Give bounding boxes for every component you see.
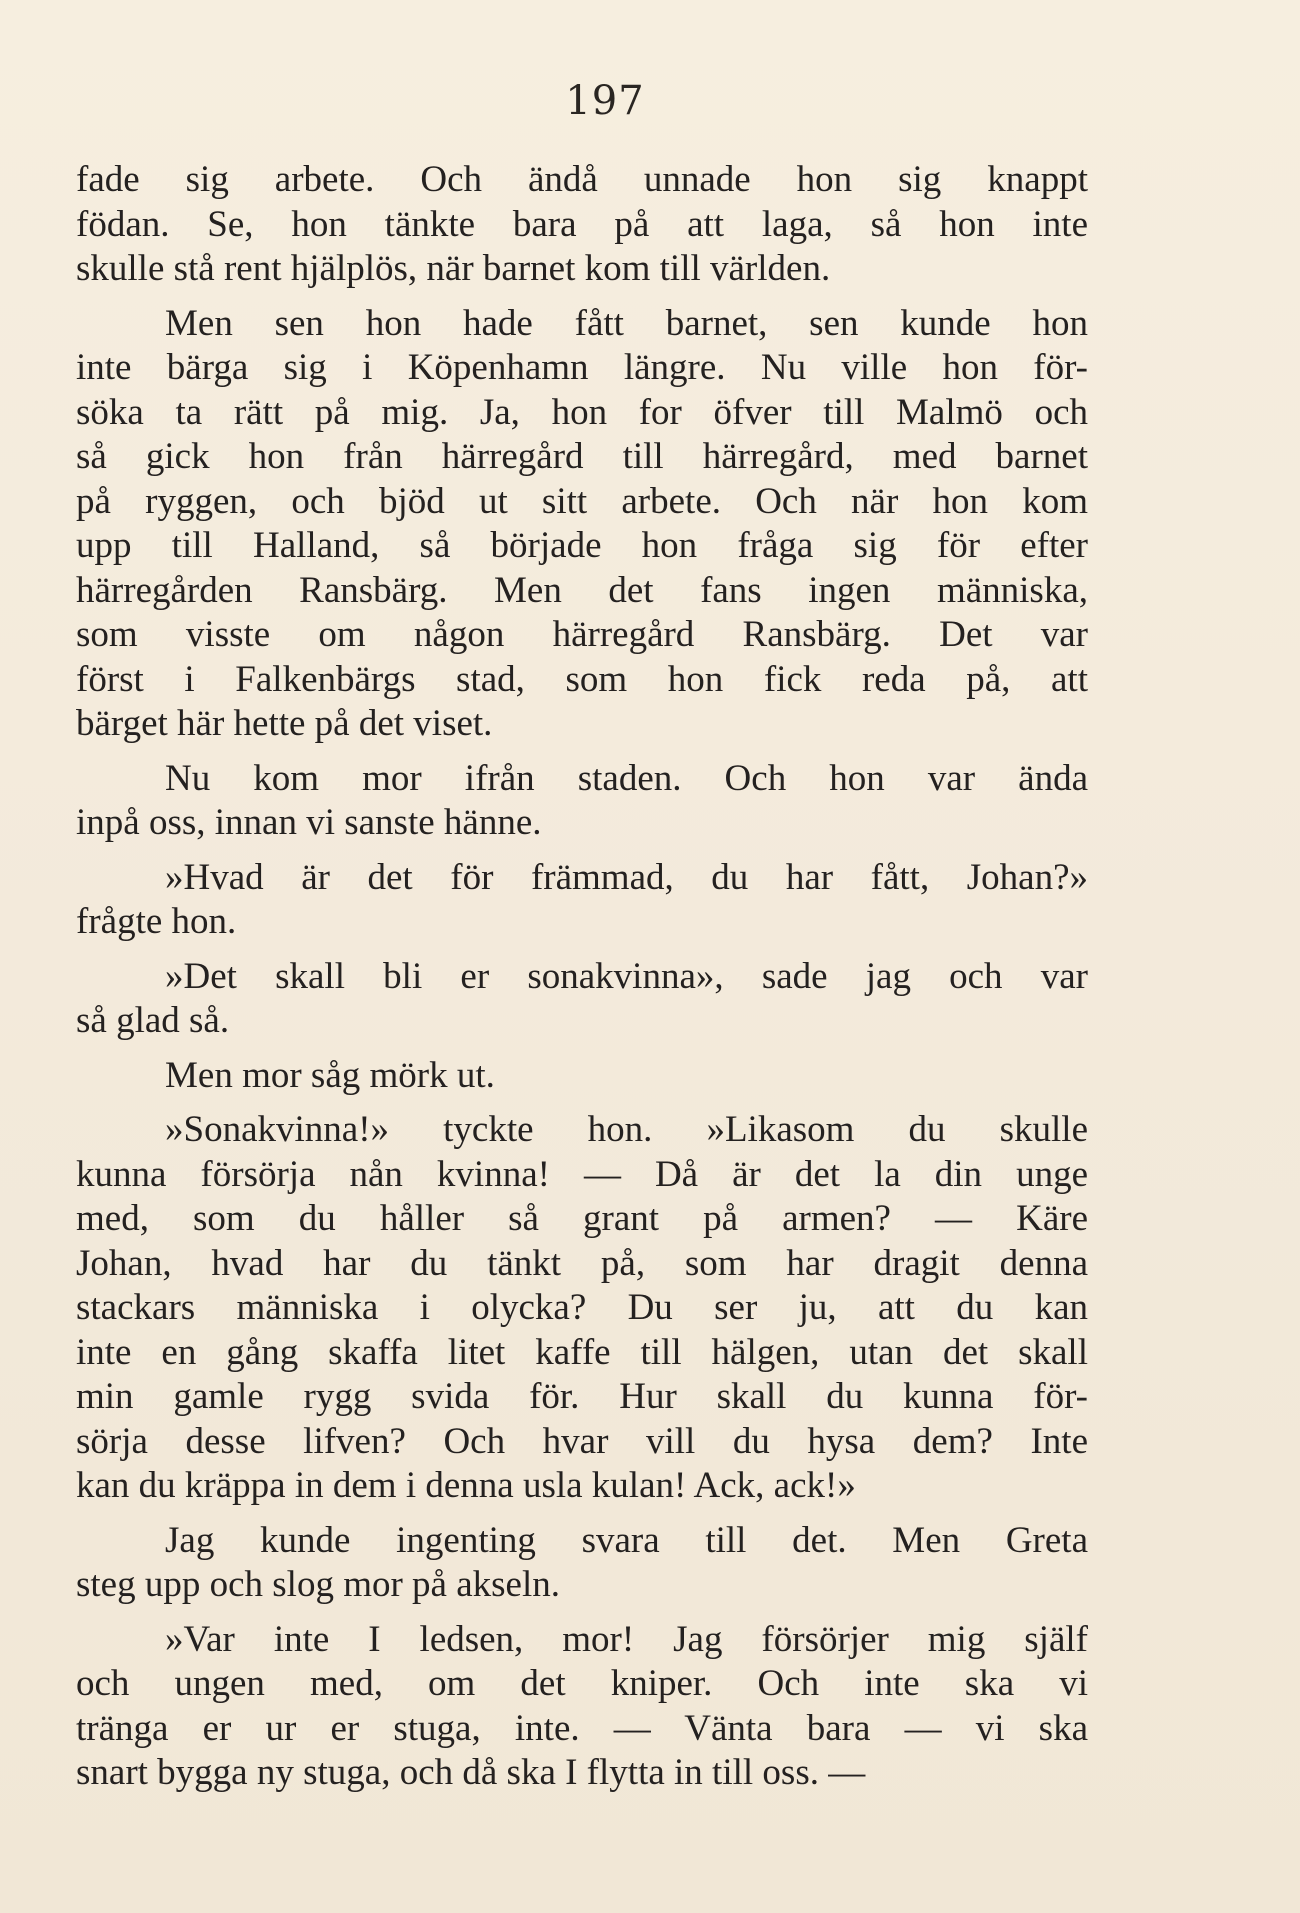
text-line: »Det skall bli er sonakvinna», sade jag och var	[165, 955, 1088, 997]
text-line: skulle stå rent hjälplös, när barnet kom till världen.	[76, 248, 831, 289]
text-line: upp till Halland, så började hon fråga sig för efter	[76, 525, 1088, 566]
text-line: inte en gång skaffa litet kaffe till hälgen, utan det skall	[76, 1331, 1088, 1373]
text-line: så glad så.	[76, 1000, 230, 1041]
text-line: Men sen hon hade fått barnet, sen kunde hon	[165, 302, 1088, 344]
text-line: sörja desse lifven? Och hvar vill du hysa dem? Inte	[76, 1420, 1088, 1462]
text-line: så gick hon från härregård till härregård, med barnet	[76, 436, 1088, 477]
paragraph	[76, 158, 1088, 292]
body-text	[76, 158, 1088, 1796]
text-line: som visste om någon härregård Ransbärg. Det var	[76, 614, 1088, 655]
text-line: snart bygga ny stuga, och då ska I flytta in till oss. —	[76, 1752, 866, 1793]
text-line: stackars människa i olycka? Du ser ju, att du kan	[76, 1287, 1088, 1328]
text-line: bärget här hette på det viset.	[76, 703, 493, 744]
text-line: Nu kom mor ifrån staden. Och hon var ända	[165, 757, 1088, 799]
text-line: Men mor såg mörk ut.	[165, 1054, 495, 1096]
text-line: födan. Se, hon tänkte bara på att laga, så hon inte	[76, 203, 1088, 245]
text-line: Jag kunde ingenting svara till det. Men Greta	[165, 1519, 1088, 1561]
paragraph	[76, 1618, 1088, 1796]
page-number: 197	[565, 78, 645, 124]
text-line: söka ta rätt på mig. Ja, hon for öfver till Malmö och	[76, 391, 1088, 433]
text-line: frågte hon.	[76, 901, 237, 942]
paragraph	[76, 1108, 1088, 1509]
text-line: tränga er ur er stuga, inte. — Vänta bara — vi ska	[76, 1707, 1088, 1749]
text-line: steg upp och slog mor på akseln.	[76, 1564, 560, 1605]
text-line: inpå oss, innan vi sanste hänne.	[76, 802, 542, 843]
paragraph	[76, 302, 1088, 747]
text-line: med, som du håller så grant på armen? — Käre	[76, 1198, 1088, 1239]
text-line: inte bärga sig i Köpenhamn längre. Nu ville hon för-	[76, 347, 1088, 388]
text-line: »Var inte I ledsen, mor! Jag försörjer mig själf	[165, 1618, 1088, 1660]
text-line: först i Falkenbärgs stad, som hon fick reda på, att	[76, 658, 1088, 700]
text-line: min gamle rygg svida för. Hur skall du kunna för-	[76, 1376, 1088, 1417]
paragraph	[76, 856, 1088, 945]
text-line: fade sig arbete. Och ändå unnade hon sig knappt	[76, 159, 1088, 200]
paragraph	[76, 955, 1088, 1044]
text-line: härregården Ransbärg. Men det fans ingen människa,	[76, 569, 1088, 611]
text-line: »Sonakvinna!» tyckte hon. »Likasom du skulle	[165, 1109, 1088, 1150]
text-line: på ryggen, och bjöd ut sitt arbete. Och när hon kom	[76, 480, 1088, 522]
text-line: och ungen med, om det kniper. Och inte ska vi	[76, 1663, 1088, 1704]
paragraph	[76, 1519, 1088, 1608]
text-line: kan du kräppa in dem i denna usla kulan! Ack, ack!»	[76, 1465, 856, 1506]
paragraph	[76, 757, 1088, 846]
text-line: kunna försörja nån kvinna! — Då är det la din unge	[76, 1153, 1088, 1195]
paragraph	[76, 1054, 1088, 1099]
text-line: Johan, hvad har du tänkt på, som har dragit denna	[76, 1242, 1088, 1284]
text-line: »Hvad är det för främmad, du har fått, Johan?»	[165, 856, 1088, 898]
